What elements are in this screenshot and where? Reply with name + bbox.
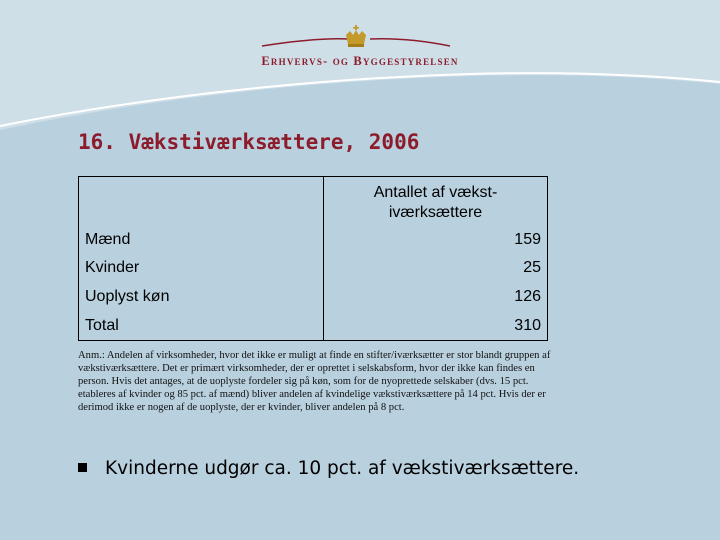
square-bullet-icon: [78, 463, 87, 472]
row-value: 310: [324, 311, 548, 341]
table-header-row: [79, 177, 548, 230]
row-label: Mænd: [79, 229, 324, 253]
header-band: [0, 0, 720, 130]
row-value: 25: [324, 253, 548, 282]
logo-text: Erhvervs- og Byggestyrelsen: [261, 54, 459, 68]
column-header-line: Antallet af vækst-: [373, 184, 498, 201]
column-header: [324, 177, 548, 230]
row-label: Uoplyst køn: [79, 282, 324, 311]
table-note: Anm.: Andelen af virksomheder, hvor det ikke er muligt at finde en stifter/iværksætter er stor blandt gruppen af vækstiværksættere. Det er primært virksomheder, der er oprettet i selskabsform, hvor der ikke kan findes en person. Hvis det antages, at de uoplyste fordeler sig på køn, som for de nyoprettede selskaber (dvs. 15 pct. etableres af kvinder og 85 pct. af mænd) bliver andelen af kvindelige vækstiværksættere på 14 pct. Hvis der er derimod ikke er nogen af de uoplyste, der er kvinder, bliver andelen på 8 pct.: [78, 350, 551, 413]
row-label: Total: [79, 311, 324, 341]
data-table: [78, 176, 548, 341]
table-row: [79, 253, 548, 282]
column-header-line: iværksættere: [388, 204, 483, 221]
crown-icon: [343, 24, 369, 50]
row-label: Kvinder: [79, 253, 324, 282]
table-row: [79, 229, 548, 253]
row-value: 159: [324, 229, 548, 253]
row-value: 126: [324, 282, 548, 311]
table-corner-cell: [79, 177, 324, 230]
table-row: [79, 282, 548, 311]
slide-title: 16. Vækstiværksættere, 2006: [78, 130, 420, 154]
bullet-text: Kvinderne udgør ca. 10 pct. af vækstiværksættere.: [105, 458, 580, 479]
bullet-item: [78, 458, 579, 479]
table-row: [79, 311, 548, 341]
